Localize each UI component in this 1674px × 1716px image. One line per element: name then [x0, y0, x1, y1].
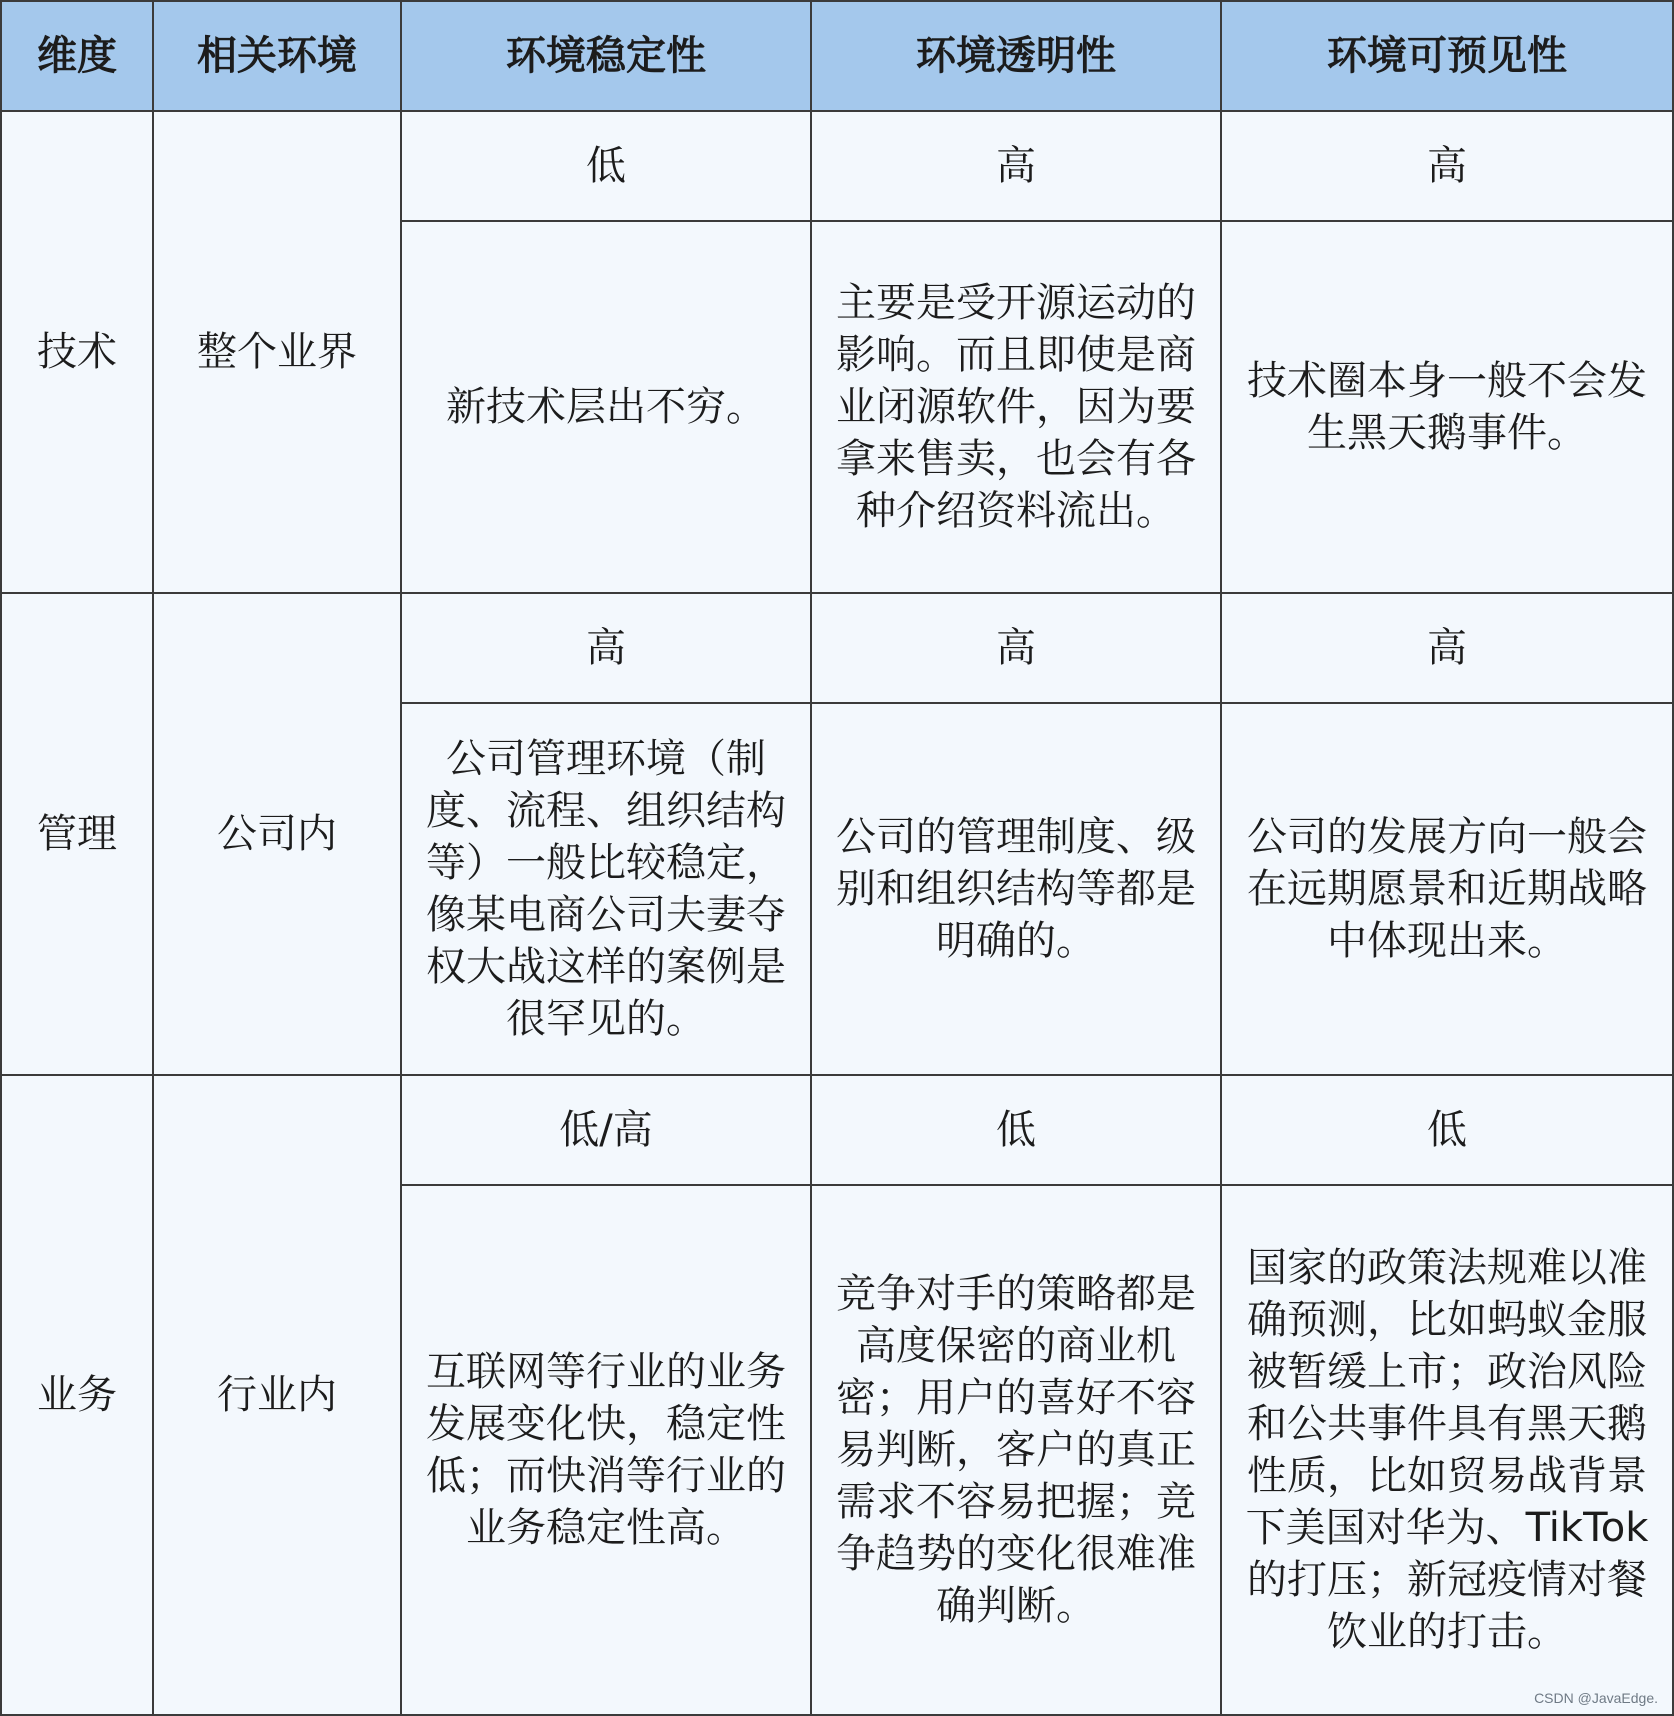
environment-cell: 行业内 [153, 1075, 401, 1715]
header-predictability: 环境可预见性 [1221, 1, 1673, 111]
header-stability: 环境稳定性 [401, 1, 811, 111]
transparency-description: 公司的管理制度、级别和组织结构等都是明确的。 [811, 703, 1221, 1075]
dimension-cell: 业务 [1, 1075, 153, 1715]
predictability-level: 低 [1221, 1075, 1673, 1185]
transparency-description: 竞争对手的策略都是高度保密的商业机密；用户的喜好不容易判断，客户的真正需求不容易把握；竞争趋势的变化很难准确判断。 [811, 1185, 1221, 1715]
stability-description: 新技术层出不穷。 [401, 221, 811, 593]
predictability-level: 高 [1221, 593, 1673, 703]
predictability-description: 国家的政策法规难以准确预测，比如蚂蚁金服被暂缓上市；政治风险和公共事件具有黑天鹅性质，比如贸易战背景下美国对华为、TikTok的打压；新冠疫情对餐饮业的打击。 [1221, 1185, 1673, 1715]
header-environment: 相关环境 [153, 1, 401, 111]
predictability-description: 公司的发展方向一般会在远期愿景和近期战略中体现出来。 [1221, 703, 1673, 1075]
transparency-level: 高 [811, 593, 1221, 703]
transparency-description: 主要是受开源运动的影响。而且即使是商业闭源软件，因为要拿来售卖，也会有各种介绍资料流出。 [811, 221, 1221, 593]
transparency-level: 低 [811, 1075, 1221, 1185]
header-row [1, 1, 1673, 111]
header-dimension: 维度 [1, 1, 153, 111]
table-row-tech-level [1, 111, 1673, 221]
header-transparency: 环境透明性 [811, 1, 1221, 111]
stability-level: 低/高 [401, 1075, 811, 1185]
table-row-mgmt-level [1, 593, 1673, 703]
dimension-cell: 管理 [1, 593, 153, 1075]
transparency-level: 高 [811, 111, 1221, 221]
stability-level: 高 [401, 593, 811, 703]
stability-description: 公司管理环境（制度、流程、组织结构等）一般比较稳定，像某电商公司夫妻夺权大战这样的案例是很罕见的。 [401, 703, 811, 1075]
table-row-biz-level [1, 1075, 1673, 1185]
dimension-cell: 技术 [1, 111, 153, 593]
predictability-level: 高 [1221, 111, 1673, 221]
environment-cell: 公司内 [153, 593, 401, 1075]
stability-description: 互联网等行业的业务发展变化快，稳定性低；而快消等行业的业务稳定性高。 [401, 1185, 811, 1715]
watermark: CSDN @JavaEdge. [1534, 1690, 1658, 1706]
predictability-description: 技术圈本身一般不会发生黑天鹅事件。 [1221, 221, 1673, 593]
stability-level: 低 [401, 111, 811, 221]
environment-cell: 整个业界 [153, 111, 401, 593]
